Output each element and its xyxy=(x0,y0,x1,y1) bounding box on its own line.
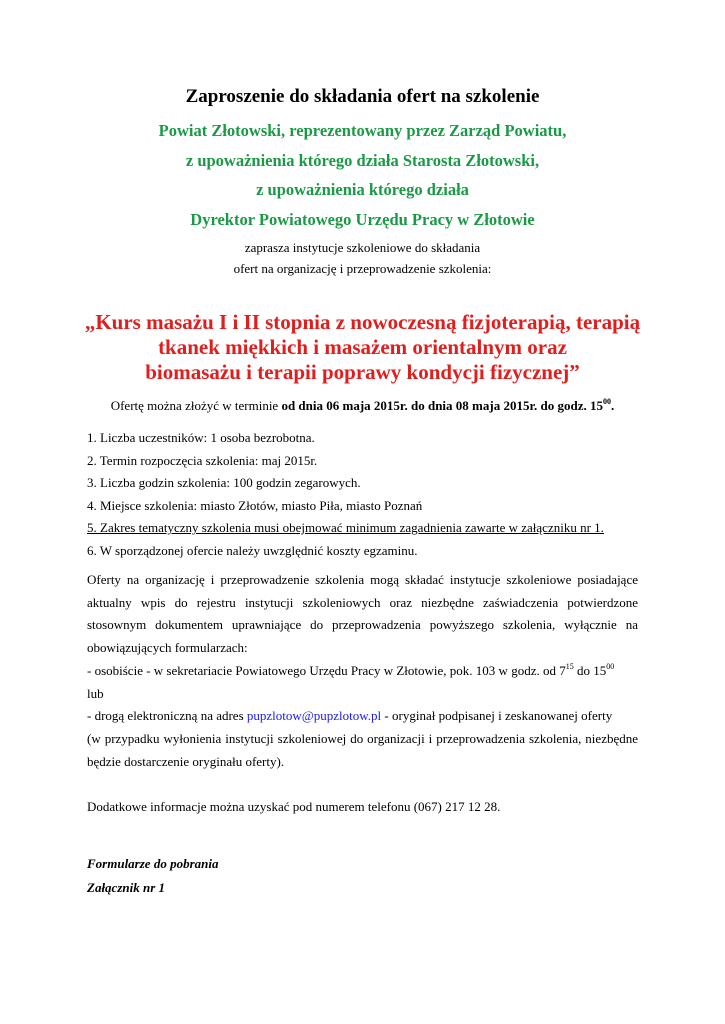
personal-submission-mid: do 15 xyxy=(573,662,607,678)
time-start-sup: 15 xyxy=(565,661,574,671)
email-submission xyxy=(87,705,638,728)
header-line-1: Powiat Złotowski, reprezentowany przez Zarząd Powiatu, xyxy=(158,121,567,140)
time-end-sup: 00 xyxy=(606,661,615,671)
email-link[interactable]: pupzlotow@pupzlotow.pl xyxy=(246,708,382,724)
page-title: Zaproszenie do składania ofert na szkolenie xyxy=(185,86,540,107)
personal-submission-or: lub xyxy=(87,685,104,701)
personal-submission-text: - osobiście - w sekretariacie Powiatowego Urzędu Pracy w Złotowie, pok. 103 w godz. od 7 xyxy=(87,662,566,678)
header-line-3: z upoważnienia którego działa xyxy=(256,180,469,199)
deadline-prefix: Ofertę można złożyć w terminie xyxy=(110,398,282,413)
list-item: 5. Zakres tematyczny szkolenia musi obejmować minimum zagadnienia zawarte w załączniku nr 1. xyxy=(87,520,604,536)
list-item: 3. Liczba godzin szkolenia: 100 godzin zegarowych. xyxy=(87,475,361,491)
header-line-2: z upoważnienia którego działa Starosta Złotowski, xyxy=(185,151,540,170)
list-item: 4. Miejsce szkolenia: miasto Złotów, miasto Piła, miasto Poznań xyxy=(87,497,423,513)
deadline-suffix: . xyxy=(611,398,615,413)
requirements-list xyxy=(87,427,604,563)
attachment-link[interactable]: Załącznik nr 1 xyxy=(87,880,166,895)
list-item: 2. Termin rozpoczęcia szkolenia: maj 2015r. xyxy=(87,452,318,468)
downloads-heading: Formularze do pobrania xyxy=(87,856,219,871)
offer-paragraph-text: Oferty na organizację i przeprowadzenie szkolenia mogą składać instytucje szkoleniowe posiadające aktualny wpis do rejestru instytucji szkoleniowych oraz niezbędne zaświadczenia potwierdzone stosownym dokumentem uprawniające do przeprowadzenia powyższego szkolenia, wyłącznie na obowiązujących formularzach: xyxy=(87,572,638,656)
list-item: 6. W sporządzonej ofercie należy uwzględnić koszty egzaminu. xyxy=(87,542,418,558)
email-submission-suffix: - oryginał podpisanej i zeskanowanej oferty xyxy=(381,708,613,724)
deadline-dates: od dnia 06 maja 2015r. do dnia 08 maja 2015r. do godz. 15 xyxy=(281,398,604,413)
course-title-line-2: tkanek miękkich i masażem orientalnym oraz xyxy=(158,335,567,359)
course-title-line-3: biomasażu i terapii poprawy kondycji fizycznej” xyxy=(145,360,580,384)
personal-submission xyxy=(87,660,638,683)
contact-info: Dodatkowe informacje można uzyskać pod numerem telefonu (067) 217 12 28. xyxy=(87,799,501,814)
original-note: (w przypadku wyłonienia instytucji szkoleniowej do organizacji i przeprowadzenia szkolenia, niezbędne będzie dostarczenie oryginału oferty). xyxy=(87,730,638,769)
email-submission-text: - drogą elektroniczną na adres xyxy=(87,708,247,724)
deadline-sup: 00 xyxy=(603,397,612,406)
list-item: 1. Liczba uczestników: 1 osoba bezrobotna. xyxy=(87,430,315,445)
invite-line-1: zaprasza instytucje szkoleniowe do składania xyxy=(244,240,481,255)
offer-paragraph xyxy=(87,569,638,773)
offer-deadline xyxy=(0,398,725,414)
course-title-line-1: „Kurs masażu I i II stopnia z nowoczesną fizjoterapią, terapią xyxy=(84,310,641,334)
invite-line-2: ofert na organizację i przeprowadzenie szkolenia: xyxy=(233,261,492,276)
header-line-4: Dyrektor Powiatowego Urzędu Pracy w Złotowie xyxy=(190,210,535,229)
